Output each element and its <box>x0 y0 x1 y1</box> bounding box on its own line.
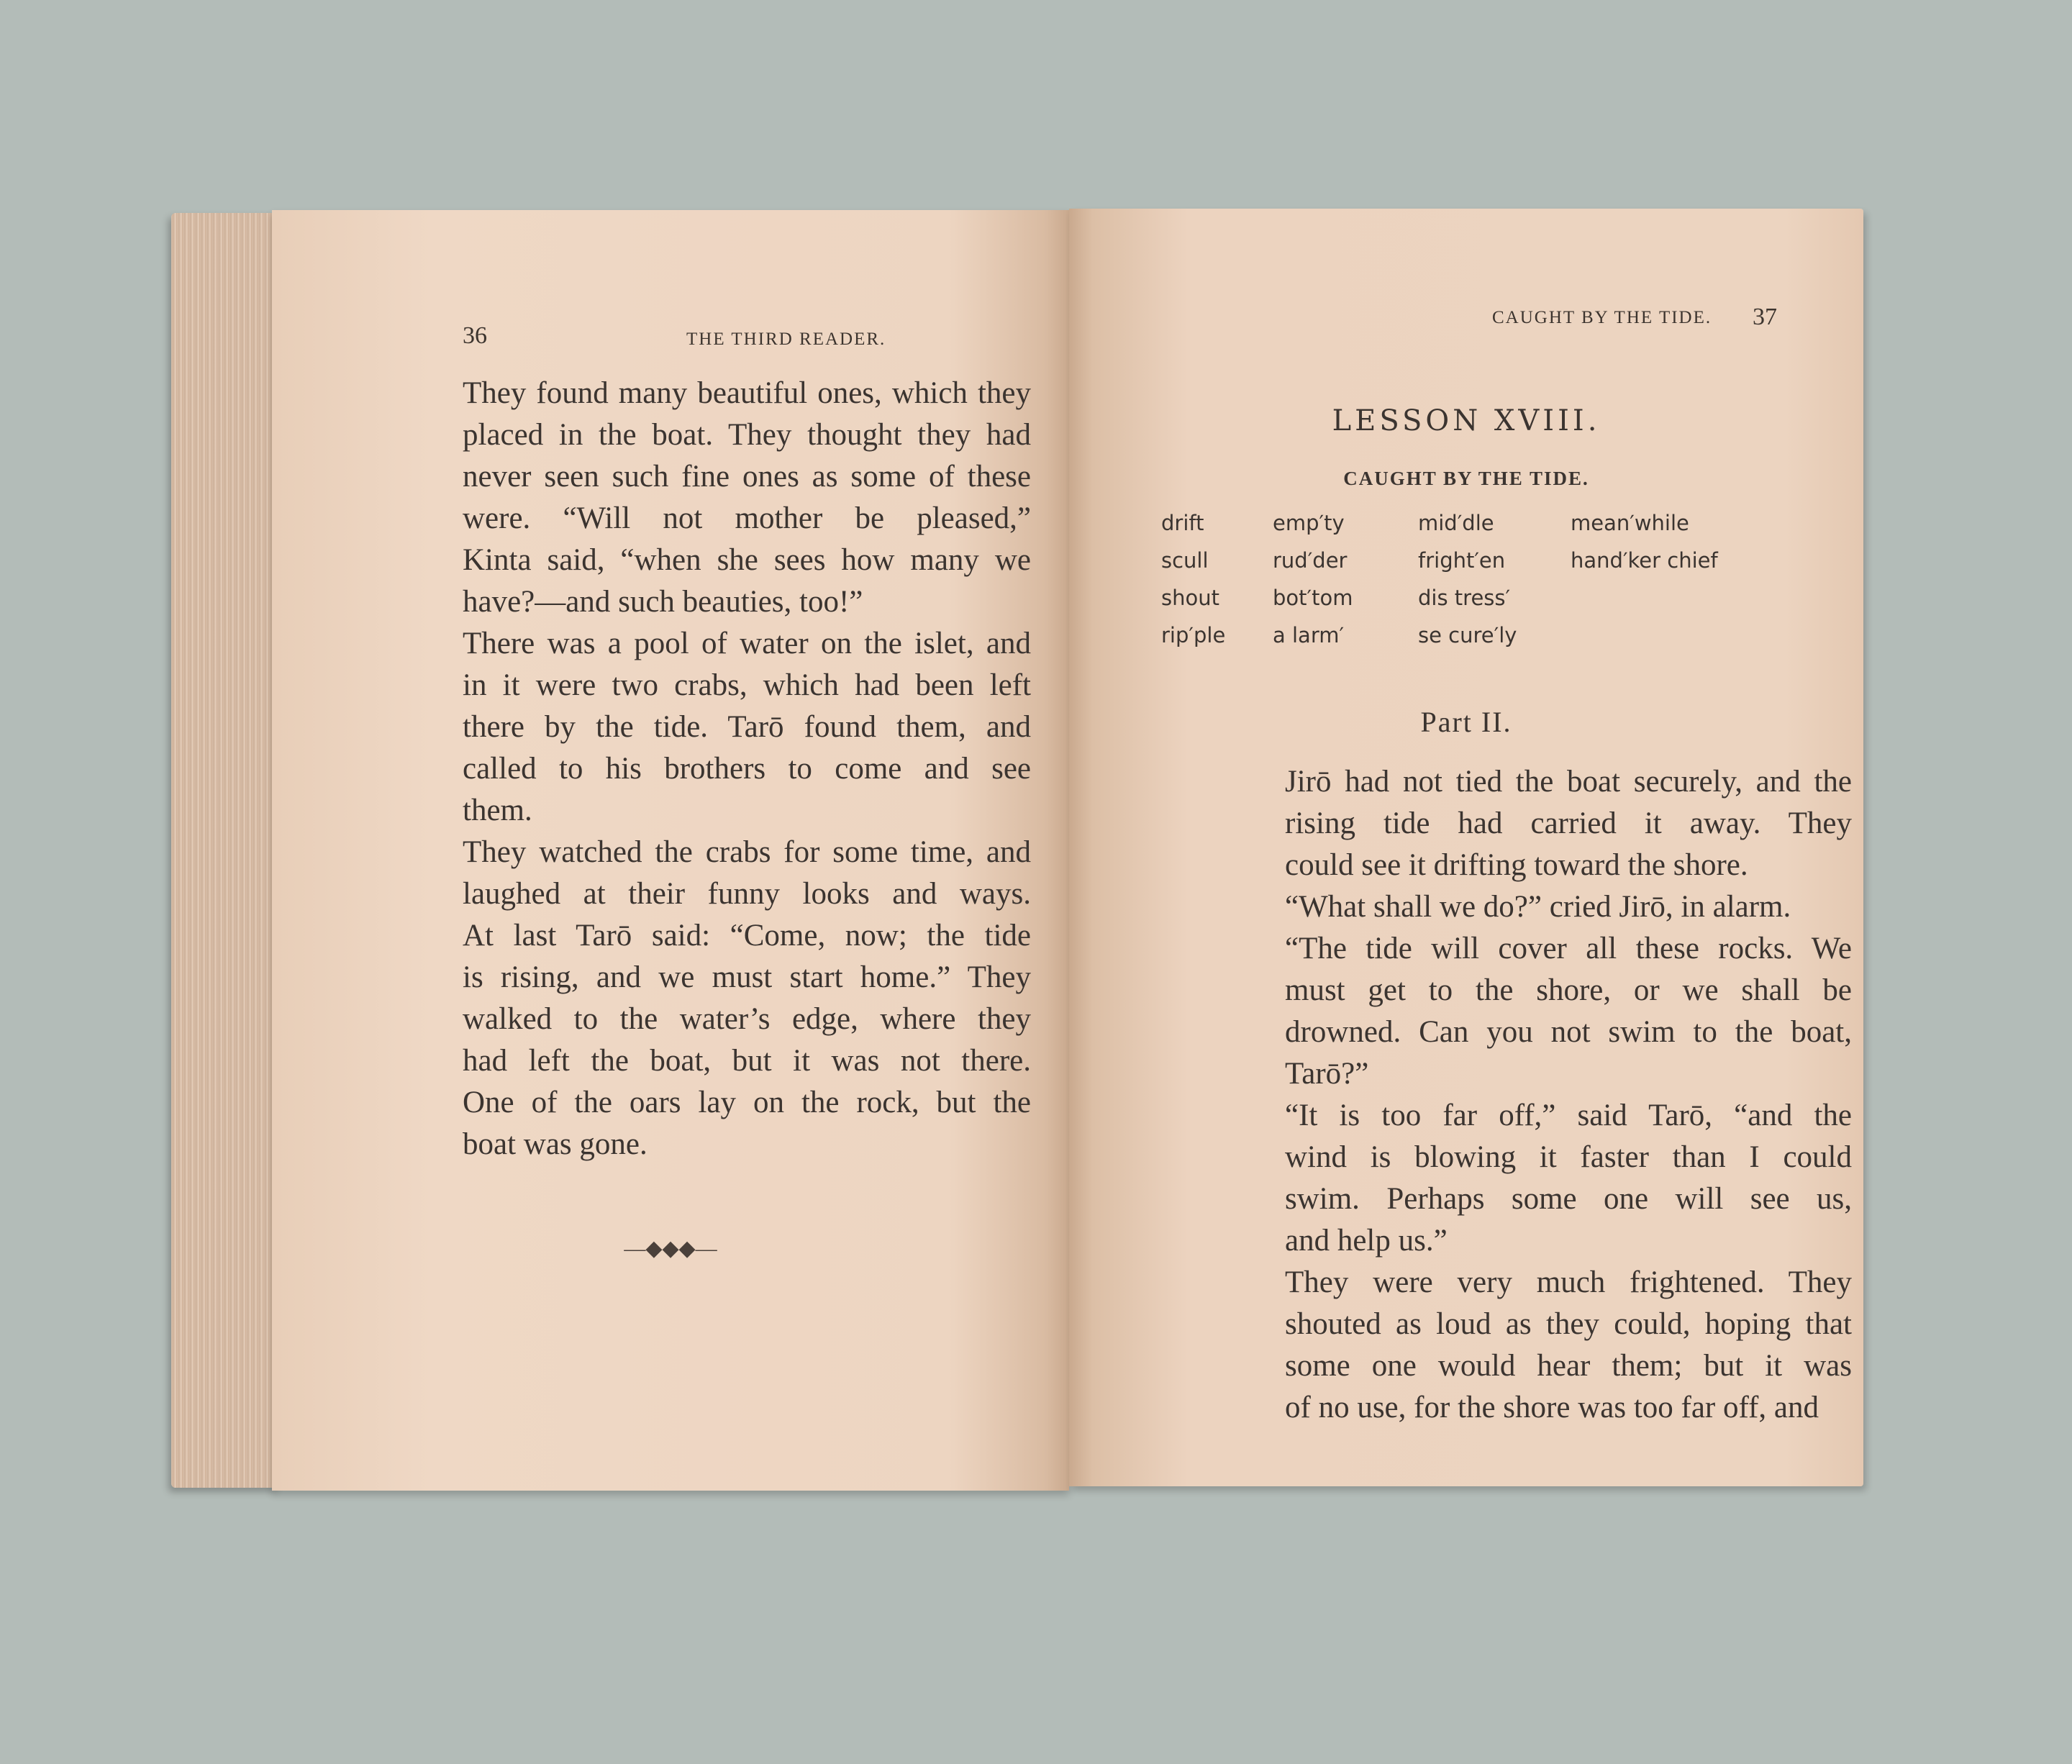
text-line: laughed at their funny looks and ways. <box>463 877 1031 911</box>
vocab-word: a larm′ <box>1273 623 1345 647</box>
left-paragraph <box>463 373 1031 623</box>
vocab-word: drift <box>1161 511 1204 535</box>
text-line: had left the boat, but it was not there. <box>463 1044 1031 1078</box>
text-line: rising tide had carried it away. They <box>1285 806 1852 840</box>
text-line: “What shall we do?” cried Jirō, in alarm. <box>1285 890 1791 924</box>
lesson-title: LESSON XVIII. <box>1332 404 1601 437</box>
text-line: Tarō?” <box>1285 1057 1369 1091</box>
right-body-text <box>1285 761 1852 1429</box>
text-line: must get to the shore, or we shall be <box>1285 973 1852 1007</box>
vocab-word: se cure′ly <box>1418 623 1517 647</box>
text-line: They watched the crabs for some time, and <box>463 835 1031 869</box>
text-line: Jirō had not tied the boat securely, and the <box>1285 765 1852 799</box>
right-paragraph <box>1285 1095 1852 1262</box>
text-line: in it were two crabs, which had been left <box>463 668 1031 702</box>
text-line: could see it drifting toward the shore. <box>1285 848 1748 882</box>
text-line: “The tide will cover all these rocks. We <box>1285 932 1852 965</box>
text-line: have?—and such beauties, too!” <box>463 585 863 619</box>
left-paragraph <box>463 832 1031 1165</box>
text-line: Kinta said, “when she sees how many we <box>463 543 1031 577</box>
vocab-word: scull <box>1161 548 1209 573</box>
text-line: and help us.” <box>1285 1224 1448 1258</box>
vocab-word: emp′ty <box>1273 511 1345 535</box>
text-line: them. <box>463 794 532 827</box>
vocab-word: mid′dle <box>1418 511 1494 535</box>
vocab-word: hand′ker chief <box>1571 548 1718 573</box>
text-line: One of the oars lay on the rock, but the <box>463 1086 1031 1119</box>
text-line: there by the tide. Tarō found them, and <box>463 710 1031 744</box>
right-paragraph <box>1285 761 1852 886</box>
text-line: placed in the boat. They thought they had <box>463 418 1031 452</box>
vocab-word: bot′tom <box>1273 586 1353 610</box>
ornament: —◆◆◆— <box>624 1237 717 1260</box>
lesson-subtitle: CAUGHT BY THE TIDE. <box>1343 468 1589 489</box>
left-page <box>272 210 1069 1491</box>
text-line: were. “Will not mother be pleased,” <box>463 501 1031 535</box>
left-paragraph <box>463 623 1031 832</box>
vocab-word <box>1571 586 1758 614</box>
text-line: wind is blowing it faster than I could <box>1285 1140 1852 1174</box>
text-line: They were very much frightened. They <box>1285 1265 1852 1299</box>
text-line: walked to the water’s edge, where they <box>463 1002 1031 1036</box>
vocab-word: dis tress′ <box>1418 586 1511 610</box>
text-line: shouted as loud as they could, hoping that <box>1285 1307 1852 1341</box>
running-header-left: THE THIRD READER. <box>686 329 886 349</box>
right-page <box>1069 209 1863 1486</box>
part-title: Part II. <box>1420 706 1512 738</box>
page-edges <box>171 213 279 1488</box>
right-paragraph <box>1285 928 1852 1095</box>
page-number-left: 36 <box>463 322 487 349</box>
page-number-right: 37 <box>1753 304 1777 330</box>
text-line: some one would hear them; but it was <box>1285 1349 1852 1383</box>
text-line: drowned. Can you not swim to the boat, <box>1285 1015 1852 1049</box>
text-line: There was a pool of water on the islet, and <box>463 627 1031 660</box>
right-paragraph <box>1285 886 1852 928</box>
right-paragraph <box>1285 1262 1852 1429</box>
vocab-word: mean′while <box>1571 511 1689 535</box>
text-line: called to his brothers to come and see <box>463 752 1031 786</box>
text-line: is rising, and we must start home.” They <box>463 960 1031 994</box>
vocab-word: shout <box>1161 586 1219 610</box>
left-body-text <box>463 373 1031 1165</box>
text-line: They found many beautiful ones, which they <box>463 376 1031 410</box>
running-header-right: CAUGHT BY THE TIDE. <box>1492 308 1712 327</box>
vocab-word: rud′der <box>1273 548 1348 573</box>
vocabulary-list <box>1161 511 1758 652</box>
vocab-word: fright′en <box>1418 548 1506 573</box>
vocab-word <box>1571 623 1758 652</box>
text-line: “It is too far off,” said Tarō, “and the <box>1285 1099 1852 1132</box>
open-book <box>171 210 1866 1491</box>
text-line: never seen such fine ones as some of these <box>463 460 1031 494</box>
vocab-word: rip′ple <box>1161 623 1226 647</box>
text-line: swim. Perhaps some one will see us, <box>1285 1182 1852 1216</box>
text-line: of no use, for the shore was too far off, and <box>1285 1391 1819 1424</box>
text-line: boat was gone. <box>463 1127 648 1161</box>
text-line: At last Tarō said: “Come, now; the tide <box>463 919 1031 953</box>
